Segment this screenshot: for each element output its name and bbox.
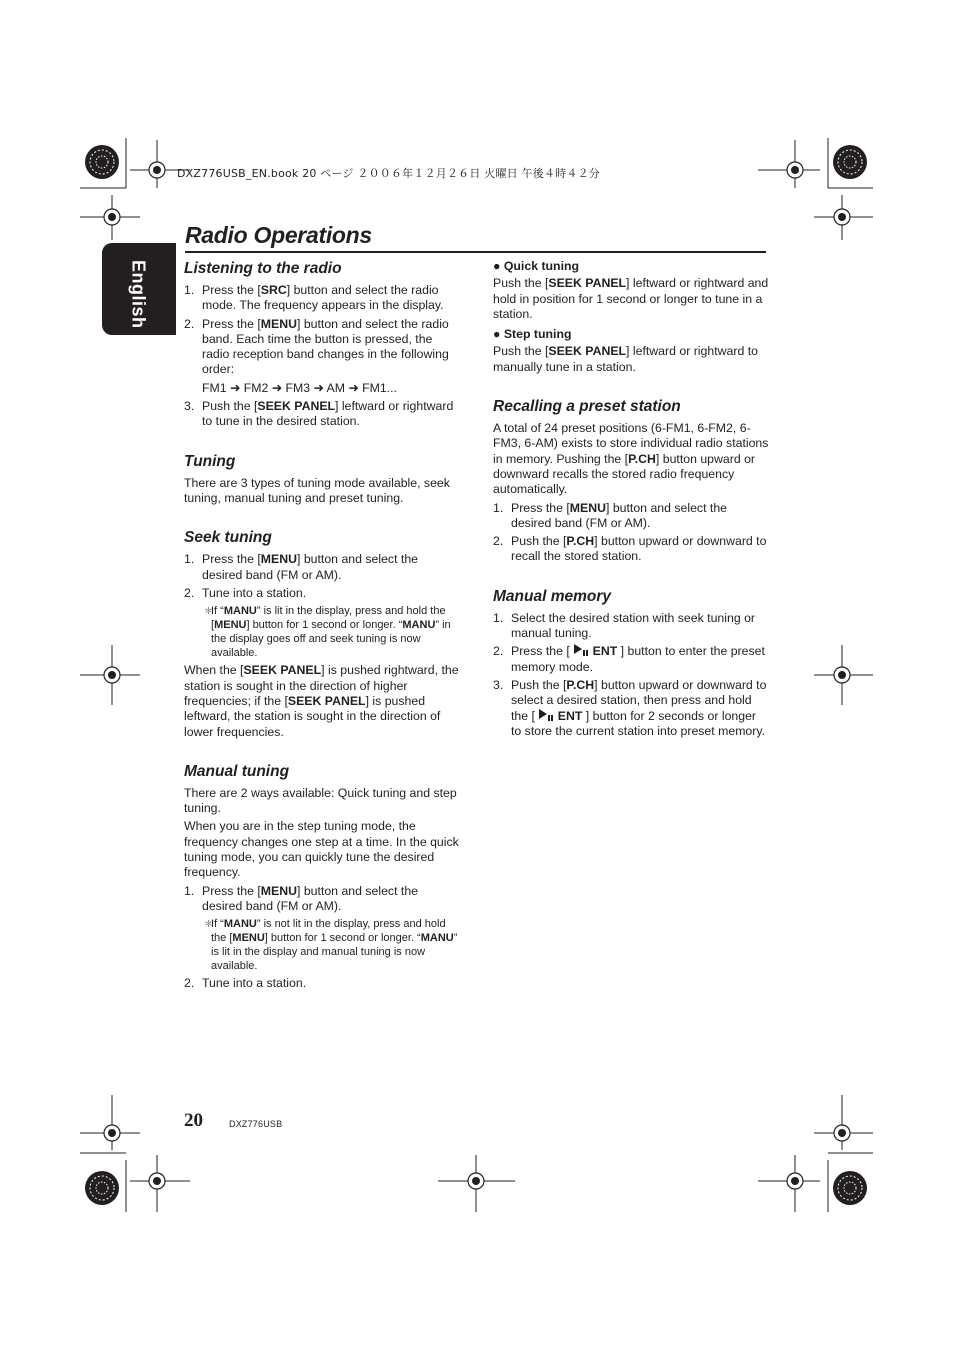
list-item: 3. Push the [P.CH] button upward or downward to select a desired station, then press and hold the [ ENT ] button for 2 seconds or longer to store the current station into preset memory.: [493, 677, 767, 738]
list-item: 2. Push the [P.CH] button upward or downward to recall the stored station.: [493, 534, 767, 564]
heading-listening: Listening to the radio: [184, 260, 342, 277]
list-item: 2. Tune into a station.: [184, 585, 307, 600]
quick-tuning-label: ● Quick tuning: [493, 259, 580, 273]
print-header: DXZ776USB_EN.book 20 ページ ２００６年１２月２６日 火曜日 午後４時４２分: [177, 167, 600, 180]
note: ＊ If “MANU” is not lit in the display, press and hold the [MENU] button for 1 second or longer. “MANU” is lit in the display and manual tuning is now available.: [204, 918, 458, 972]
note: ＊ If “MANU” is lit in the display, press and hold the [MENU] button for 1 second or longer. “MANU” in the display goes off and seek tuning is now available.: [204, 605, 451, 659]
list-item: 1. Press the [SRC] button and select the radio mode. The frequency appears in the display.: [184, 283, 444, 313]
list-item: 3. Push the [SEEK PANEL] leftward or rightward to tune in the desired station.: [184, 399, 454, 429]
left-column: [184, 259, 460, 995]
page-title: Radio Operations: [185, 222, 372, 248]
play-pause-icon: [538, 709, 554, 721]
heading-tuning: Tuning: [184, 452, 236, 470]
paragraph: Push the [SEEK PANEL] leftward or rightward to manually tune in a station.: [493, 344, 758, 374]
list-item: 2. Press the [ ENT ] button to enter the preset memory mode.: [493, 644, 765, 674]
list-item: 2. Tune into a station.: [184, 976, 307, 991]
title-rule: [185, 251, 766, 253]
paragraph: There are 2 ways available: Quick tuning and step tuning.: [184, 785, 457, 816]
page-number: 20: [184, 1110, 203, 1131]
model-name: DXZ776USB: [229, 1119, 283, 1129]
heading-manual-memory: Manual memory: [493, 587, 612, 605]
heading-recalling-preset: Recalling a preset station: [493, 398, 681, 416]
paragraph: A total of 24 preset positions (6-FM1, 6-FM2, 6-FM3, 6-AM) exists to store individual radio stations in memory. Pushing the [P.CH] button upward or downward recalls the stored radio frequency automatically.: [493, 421, 769, 497]
heading-manual-tuning: Manual tuning: [184, 762, 290, 780]
language-tab-label: English: [128, 260, 149, 329]
list-item: 1. Press the [MENU] button and select the desired band (FM or AM).: [184, 552, 419, 582]
paragraph: There are 3 types of tuning mode available, seek tuning, manual tuning and preset tuning.: [184, 475, 450, 505]
step-tuning-label: ● Step tuning: [493, 327, 572, 342]
paragraph: Push the [SEEK PANEL] leftward or rightward and hold in position for 1 second or longer to tune in a station.: [493, 276, 769, 321]
paragraph: When you are in the step tuning mode, the frequency changes one step at a time. In the quick tuning mode, you can quickly tune the desired frequency.: [184, 819, 459, 880]
play-pause-icon: [573, 644, 589, 656]
band-order: FM1 ➜ FM2 ➜ FM3 ➜ AM ➜ FM1...: [202, 380, 397, 395]
paragraph: When the [SEEK PANEL] is pushed rightward, the station is sought in the direction of higher frequencies; if the [SEEK PANEL] is pushed leftward, the station is sought in the direction of lower frequencies.: [184, 663, 459, 739]
list-item: 2. Press the [MENU] button and select the radio band. Each time the button is pressed, the radio reception band changes in the following order:: [184, 316, 449, 377]
right-column: [493, 259, 769, 742]
list-item: 1. Select the desired station with seek tuning or manual tuning.: [493, 610, 756, 641]
heading-seek-tuning: Seek tuning: [184, 529, 272, 547]
list-item: 1. Press the [MENU] button and select the desired band (FM or AM).: [493, 500, 728, 530]
list-item: 1. Press the [MENU] button and select the desired band (FM or AM).: [184, 883, 419, 913]
